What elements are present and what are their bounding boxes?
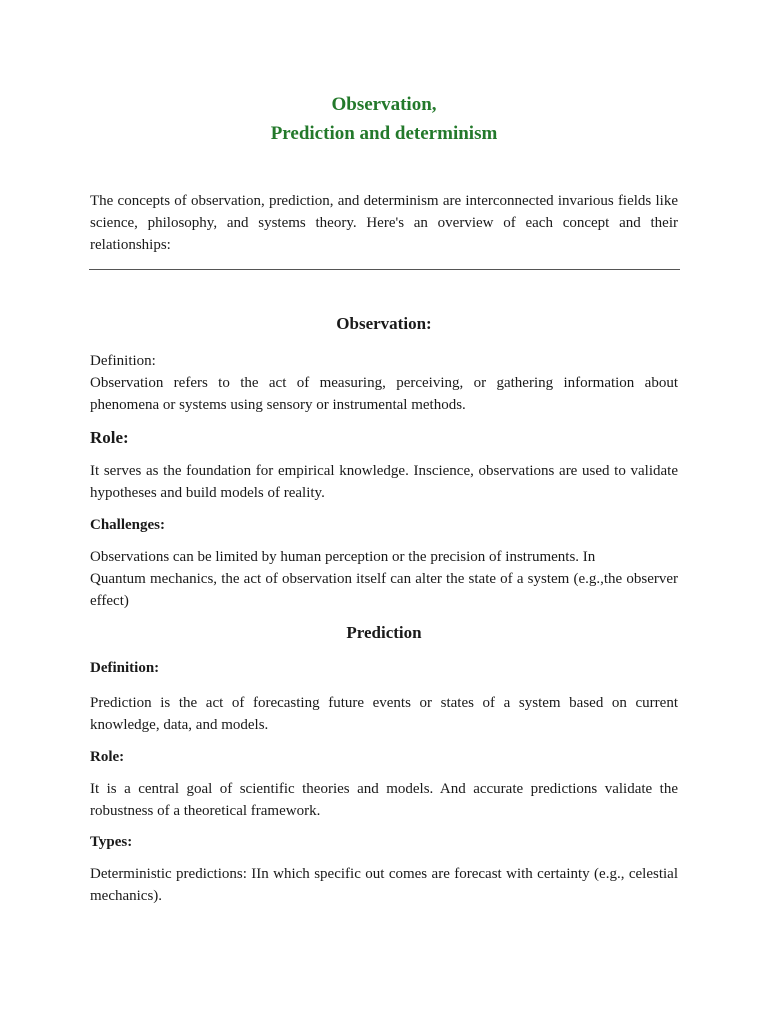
observation-heading: Observation: (336, 314, 432, 333)
document-title-line-1: Observation, (331, 94, 437, 115)
observation-challenges-text: Quantum mechanics, the act of observation itself can alter the state of a system (e.g.,the observer effect) (90, 571, 678, 609)
horizontal-divider (89, 269, 680, 270)
observation-challenges-heading: Challenges: (90, 517, 165, 533)
prediction-types-text: Deterministic predictions: IIn which specific out comes are forecast with certainty (e.g., celestial mechanics). (90, 866, 678, 904)
prediction-types-heading: Types: (90, 834, 133, 850)
prediction-definition-heading: Definition: (90, 660, 160, 676)
intro-paragraph: The concepts of observation, prediction, and determinism are interconnected invarious fields like science, philosophy, and systems theory. Here's an overview of each concept and their relationships: (90, 193, 678, 253)
prediction-definition-text: Prediction is the act of forecasting future events or states of a system based on current knowledge, data, and models. (90, 695, 678, 733)
prediction-role-heading: Role: (90, 749, 125, 765)
observation-definition-text: Observation refers to the act of measuring, perceiving, or gathering information about phenomena or systems using sensory or instrumental methods. (90, 375, 678, 413)
document-title-line-2: Prediction and determinism (270, 123, 498, 144)
observation-role-text: It serves as the foundation for empirical knowledge. Inscience, observations are used to validate hypotheses and build models of reality. (90, 463, 678, 501)
observation-definition-label: Definition: (90, 353, 156, 369)
observation-role-heading: Role: (90, 428, 129, 447)
prediction-heading: Prediction (346, 623, 422, 642)
prediction-role-text: It is a central goal of scientific theories and models. And accurate predictions validate the robustness of a theoretical framework. (90, 781, 678, 819)
observation-challenges-line-1: Observations can be limited by human perception or the precision of instruments. In (90, 549, 596, 565)
